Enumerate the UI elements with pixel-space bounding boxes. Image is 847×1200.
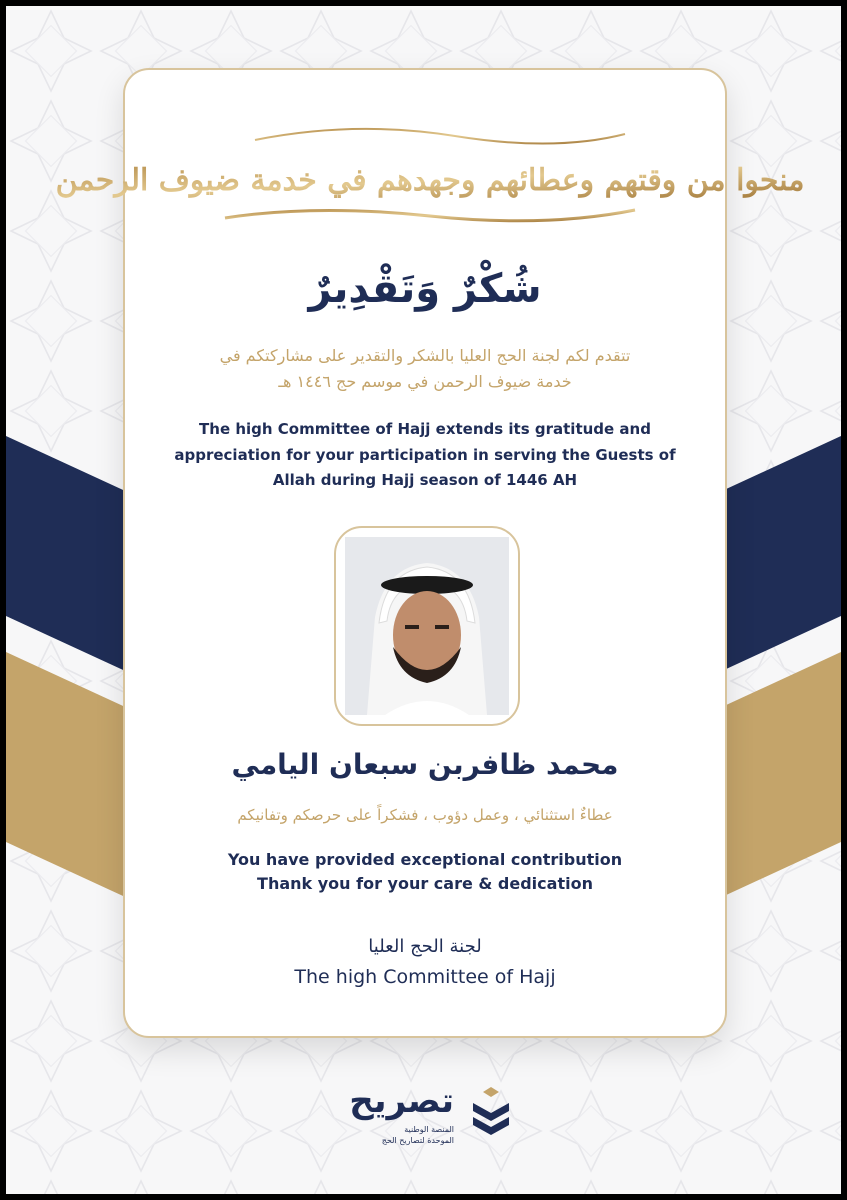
right-gold-stripe <box>711 652 841 902</box>
thanks-english-line-2: Thank you for your care & dedication <box>257 874 593 893</box>
certificate-card <box>55 68 805 1038</box>
praise-arabic: عطاءٌ استثنائي ، وعمل دؤوب ، فشكراً على حرصكم وتفانيكم <box>237 806 613 824</box>
recipient-name: محمد ظافربن سبعان اليامي <box>231 748 619 781</box>
tasreeh-logo-icon <box>469 1085 513 1143</box>
calligraphy-text: منحوا من وقتهم وعطائهم وجهدهم في خدمة ضيوف الرحمن <box>55 163 805 198</box>
brand-subtitle-2: الموحدة لتصاريح الحج <box>381 1136 454 1145</box>
intro-english-line-3: Allah during Hajj season of 1446 AH <box>272 471 578 489</box>
photo-frame <box>334 526 520 726</box>
gold-calligraphy <box>55 110 805 240</box>
intro-english-line-2: appreciation for your participation in serving the Guests of <box>174 446 676 464</box>
tasreeh-logo <box>336 1081 516 1151</box>
right-navy-stripe <box>711 436 841 676</box>
intro-arabic-line-1: تتقدم لكم لجنة الحج العليا بالشكر والتقدير على مشاركتكم في <box>219 346 631 365</box>
brand-name: تصريح <box>349 1081 454 1121</box>
certificate-canvas <box>6 6 841 1194</box>
certificate-title: شُكْرٌ وَتَقْدِيرٌ <box>308 266 542 312</box>
committee-name-english: The high Committee of Hajj <box>294 966 556 988</box>
intro-arabic-line-2: خدمة ضيوف الرحمن في موسم حج ١٤٤٦ هـ <box>278 372 572 391</box>
left-navy-stripe <box>6 436 136 676</box>
intro-english-line-1: The high Committee of Hajj extends its gratitude and <box>199 420 651 438</box>
thanks-english-line-1: You have provided exceptional contribution <box>227 850 623 869</box>
committee-name-arabic: لجنة الحج العليا <box>368 936 482 957</box>
brand-subtitle-1: المنصة الوطنية <box>404 1125 454 1134</box>
left-gold-stripe <box>6 652 136 902</box>
portrait-photo <box>345 537 509 715</box>
